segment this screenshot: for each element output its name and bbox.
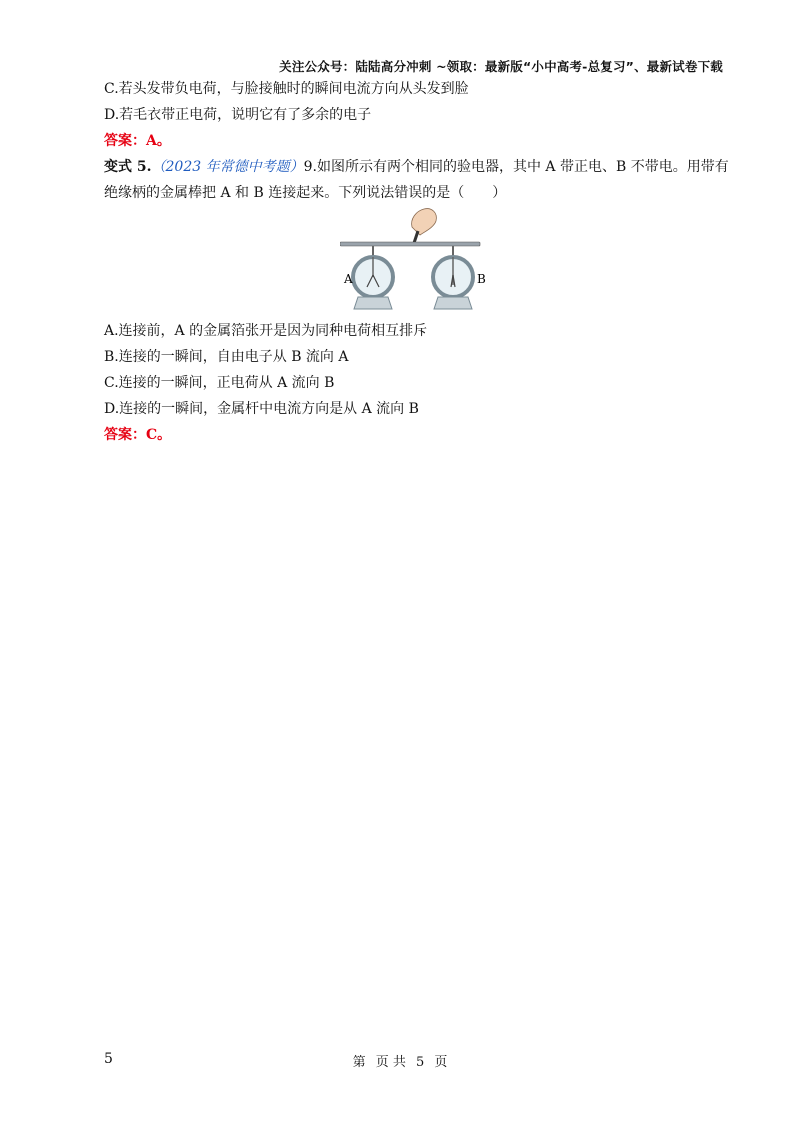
option-a: A.连接前，A 的金属箔张开是因为同种电荷相互排斥 <box>104 323 428 339</box>
electroscope-a <box>353 246 393 309</box>
option-d-previous: D.若毛衣带正电荷，说明它有了多余的电子 <box>104 107 372 123</box>
option-d: D.连接的一瞬间，金属杆中电流方向是从 A 流向 B <box>104 401 419 417</box>
answer-value: A。 <box>146 133 171 149</box>
label-a: A <box>344 272 353 286</box>
option-b: B.连接的一瞬间，自由电子从 B 流向 A <box>104 349 349 365</box>
footer-page-info <box>0 1051 800 1070</box>
variant-source: （2023 年常德中考题） <box>151 159 304 175</box>
insulated-handle <box>414 231 418 243</box>
option-c-previous: C.若头发带负电荷，与脸接触时的瞬间电流方向从头发到脸 <box>104 81 469 97</box>
answer-value: C。 <box>146 427 172 443</box>
label-b: B <box>477 272 486 286</box>
answer <box>104 424 171 444</box>
answer-label: 答案： <box>104 427 146 443</box>
question-line-2: 绝缘柄的金属棒把 A 和 B 连接起来。下列说法错误的是（ ） <box>104 185 507 201</box>
question-text-1: 9.如图所示有两个相同的验电器，其中 A 带正电、B 不带电。用带有 <box>303 159 729 175</box>
hand-icon <box>412 209 437 235</box>
question-line-1 <box>104 156 729 176</box>
answer-previous <box>104 130 171 150</box>
page-header: 关注公众号：陆陆高分冲刺 ~领取：最新版“小中高考-总复习”、最新试卷下载 <box>279 59 723 74</box>
footer-mid: 页 共 <box>375 1055 406 1070</box>
electroscope-b <box>433 246 473 309</box>
electroscope-figure <box>340 205 490 315</box>
footer-total: 5 <box>416 1055 425 1070</box>
option-c: C.连接的一瞬间，正电荷从 A 流向 B <box>104 375 335 391</box>
footer-prefix: 第 <box>352 1055 366 1070</box>
footer-page-number: 5 <box>104 1051 113 1067</box>
answer-label: 答案： <box>104 133 146 149</box>
footer-suffix: 页 <box>434 1055 448 1070</box>
metal-rod <box>340 242 480 246</box>
variant-label: 变式 5. <box>104 159 152 175</box>
